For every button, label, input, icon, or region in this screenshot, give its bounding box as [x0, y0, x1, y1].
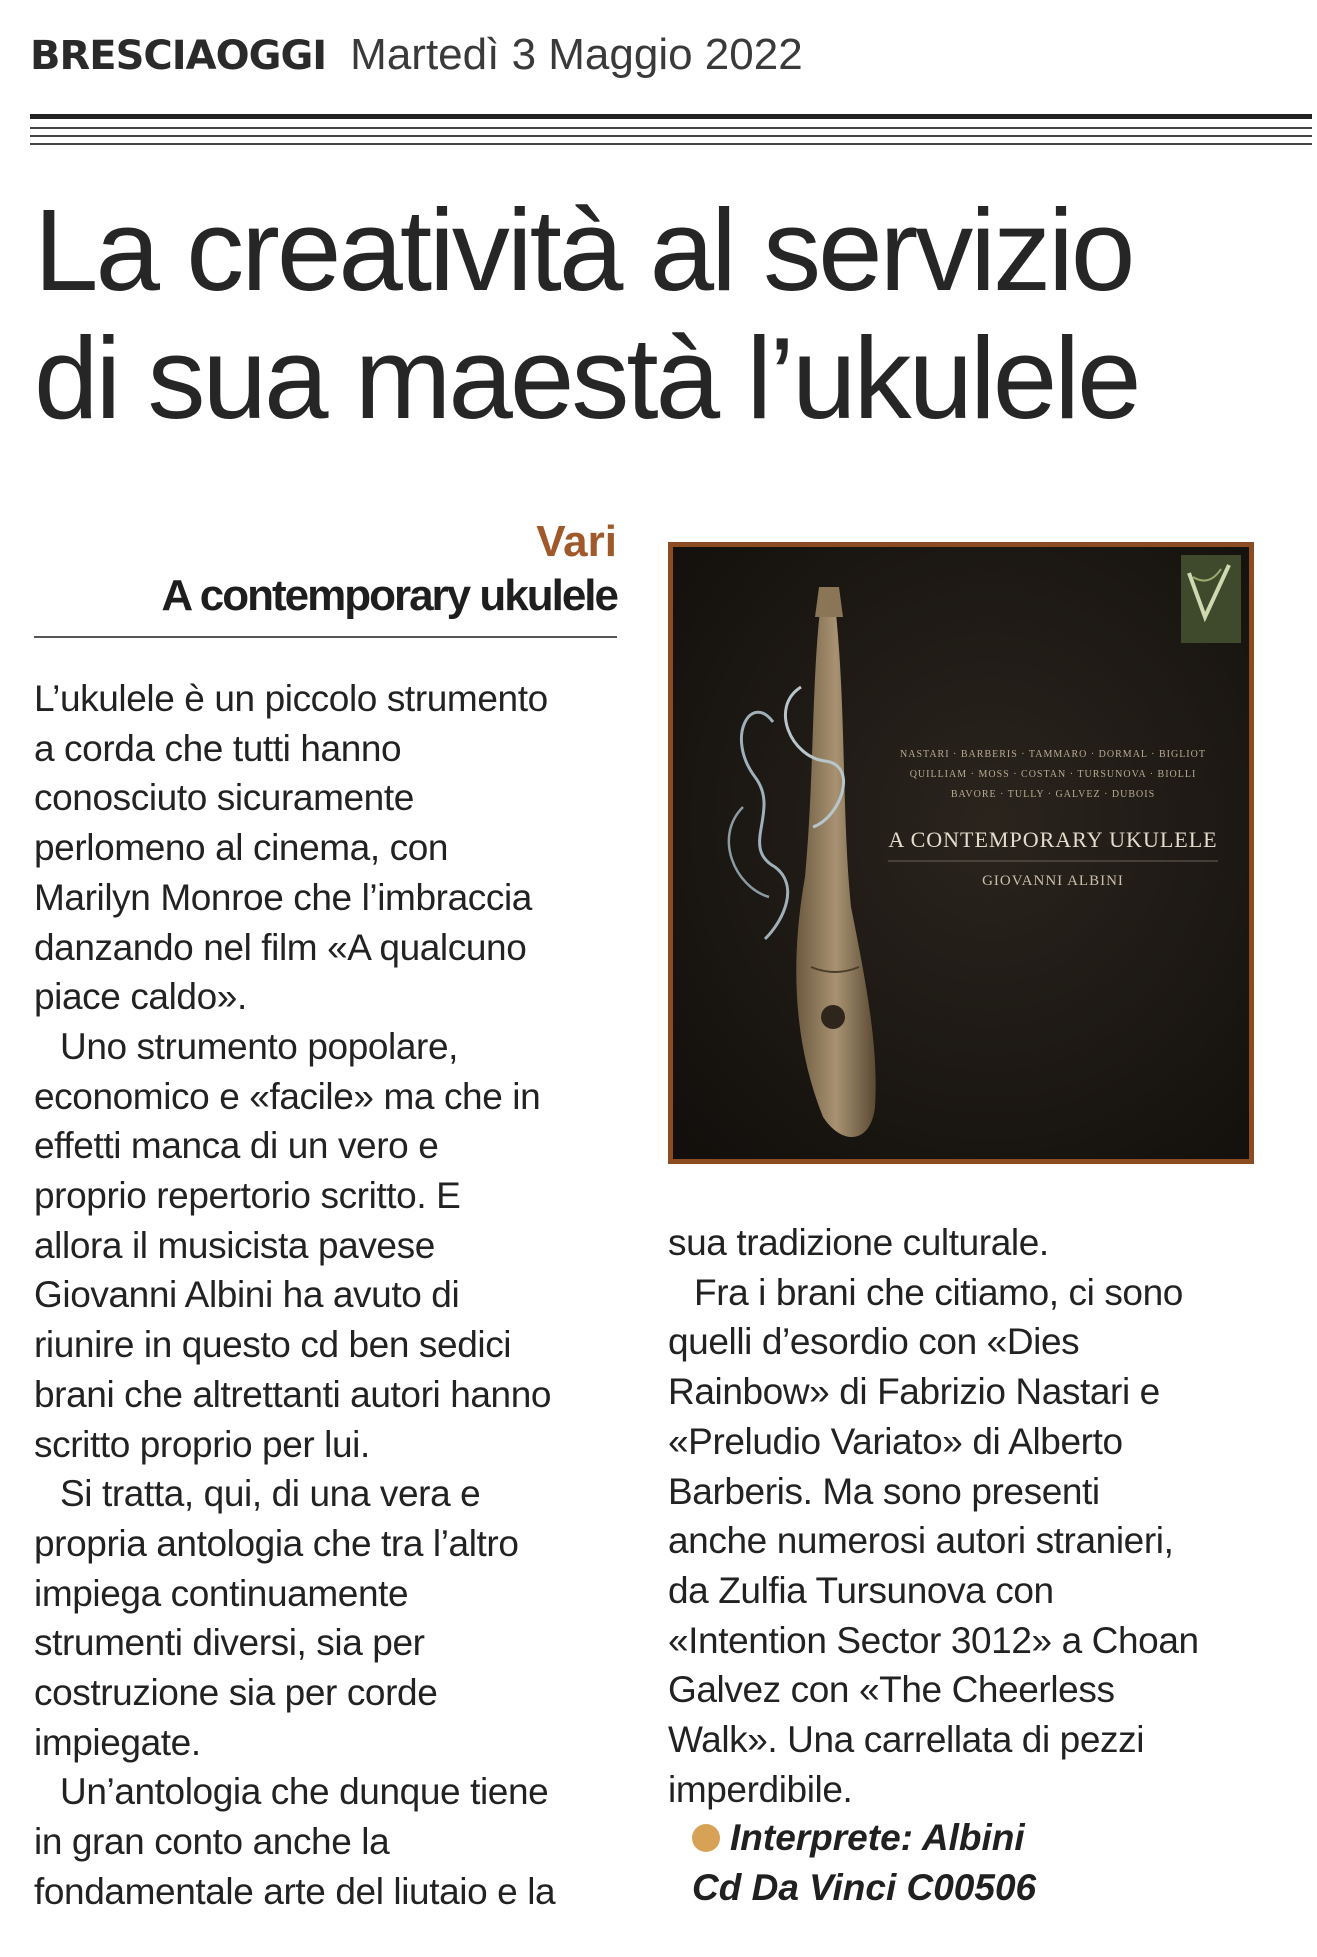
body-line: piace caldo». — [34, 976, 247, 1018]
headline-line-2: di sua maestà l’ukulele — [34, 313, 1139, 443]
body-line: impiegate. — [34, 1721, 201, 1763]
da-vinci-logo-icon — [1181, 555, 1241, 643]
cover-composers-row-2: QUILLIAM · MOSS · COSTAN · TURSUNOVA · BIOLLI — [909, 769, 1197, 780]
body-line: perlomeno al cinema, con — [34, 827, 449, 869]
body-line: propria antologia che tra l’altro — [34, 1522, 519, 1564]
review-kicker — [34, 516, 617, 624]
body-line: quelli d’esordio con «Dies — [668, 1321, 1080, 1363]
body-line: imperdibile. — [668, 1768, 853, 1810]
body-line: strumenti diversi, sia per — [34, 1622, 425, 1664]
cover-artist: GIOVANNI ALBINI — [982, 873, 1124, 889]
credits-catalog: Cd Da Vinci C00506 — [692, 1867, 1037, 1908]
body-line: economico e «facile» ma che in — [34, 1075, 541, 1117]
masthead-rule-thin-1 — [30, 127, 1312, 129]
body-line: anche numerosi autori stranieri, — [668, 1520, 1174, 1562]
body-line: scritto proprio per lui. — [34, 1423, 370, 1465]
body-line: Uno strumento popolare, — [60, 1025, 459, 1067]
body-line: Fra i brani che citiamo, ci sono — [694, 1271, 1183, 1313]
body-line: riunire in questo cd ben sedici — [34, 1324, 512, 1366]
body-line: a corda che tutti hanno — [34, 727, 402, 769]
body-line: allora il musicista pavese — [34, 1224, 435, 1266]
body-line: Rainbow» di Fabrizio Nastari e — [668, 1371, 1160, 1413]
body-line: da Zulfia Tursunova con — [668, 1569, 1054, 1611]
body-line: effetti manca di un vero e — [34, 1125, 439, 1167]
newspaper-name: BRESCIAOGGI — [30, 33, 327, 79]
album-cover-image — [668, 542, 1254, 1164]
body-line: Un’antologia che dunque tiene — [60, 1771, 549, 1813]
body-line: in gran conto anche la — [34, 1821, 390, 1863]
body-line: «Intention Sector 3012» a Choan — [668, 1619, 1199, 1661]
cover-background — [673, 547, 1249, 1159]
body-line: Walk». Una carrellata di pezzi — [668, 1719, 1145, 1761]
body-line: Giovanni Albini ha avuto di — [34, 1274, 460, 1316]
body-line: Si tratta, qui, di una vera e — [60, 1473, 481, 1515]
issue-date: Martedì 3 Maggio 2022 — [350, 30, 803, 79]
body-line: impiega continuamente — [34, 1572, 409, 1614]
masthead-rule-thick — [30, 114, 1312, 119]
body-line: proprio repertorio scritto. E — [34, 1175, 461, 1217]
body-line: costruzione sia per corde — [34, 1672, 438, 1714]
body-column-right — [668, 1218, 1288, 1814]
kicker-album-title: A contemporary ukulele — [161, 571, 617, 620]
body-line: brani che altrettanti autori hanno — [34, 1373, 552, 1415]
article-headline — [34, 186, 1284, 442]
headline-line-1: La creatività al servizio — [34, 185, 1133, 315]
kicker-divider — [34, 636, 617, 638]
body-line: Marilyn Monroe che l’imbraccia — [34, 876, 532, 918]
masthead-rule-thin-2 — [30, 135, 1312, 137]
body-line: conosciuto sicuramente — [34, 777, 414, 819]
kicker-category: Vari — [536, 517, 617, 566]
bullet-dot-icon — [692, 1824, 720, 1852]
body-line: «Preludio Variato» di Alberto — [668, 1420, 1123, 1462]
masthead-rule-thin-3 — [30, 143, 1312, 145]
body-line: Barberis. Ma sono presenti — [668, 1470, 1100, 1512]
body-line: Galvez con «The Cheerless — [668, 1669, 1115, 1711]
body-line: danzando nel film «A qualcuno — [34, 926, 527, 968]
body-line: fondamentale arte del liutaio e la — [34, 1870, 556, 1912]
album-cover-art — [673, 547, 1249, 1159]
body-line: L’ukulele è un piccolo strumento — [34, 678, 548, 719]
body-line: sua tradizione culturale. — [668, 1222, 1049, 1263]
credits-performer: Interprete: Albini — [730, 1817, 1025, 1858]
cover-composers-row-3: BAVORE · TULLY · GALVEZ · DUBOIS — [950, 789, 1156, 800]
body-column-left — [34, 674, 634, 1917]
cover-album-title: A CONTEMPORARY UKULELE — [888, 827, 1218, 852]
cover-composers-row-1: NASTARI · BARBERIS · TAMMARO · DORMAL · BIGLIOT — [900, 749, 1206, 760]
album-credits — [692, 1813, 1036, 1913]
